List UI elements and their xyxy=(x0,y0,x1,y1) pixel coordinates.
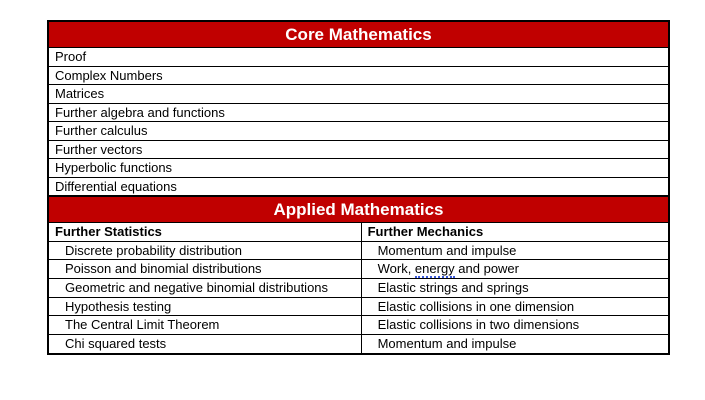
core-topic-row: Proof xyxy=(49,48,668,67)
statistics-cell: Discrete probability distribution xyxy=(49,242,362,260)
applied-topic-row xyxy=(49,279,668,298)
statistics-cell: Chi squared tests xyxy=(49,335,362,353)
applied-topic-row xyxy=(49,298,668,317)
core-topic-row: Further algebra and functions xyxy=(49,104,668,123)
statistics-cell: Geometric and negative binomial distributions xyxy=(49,279,362,297)
core-topic-row: Differential equations xyxy=(49,178,668,197)
applied-mathematics-header: Applied Mathematics xyxy=(49,196,668,223)
mechanics-text: Work, xyxy=(377,261,415,277)
core-mathematics-header: Core Mathematics xyxy=(49,22,668,48)
further-mechanics-header: Further Mechanics xyxy=(367,224,484,239)
curriculum-table xyxy=(47,20,670,355)
mechanics-cell: Elastic strings and springs xyxy=(377,279,529,295)
mechanics-text: and power xyxy=(454,261,519,277)
mechanics-cell: Elastic collisions in two dimensions xyxy=(377,317,580,333)
statistics-cell: Poisson and binomial distributions xyxy=(49,260,362,278)
statistics-cell: Hypothesis testing xyxy=(49,298,362,316)
core-topic-row: Complex Numbers xyxy=(49,67,668,86)
mechanics-cell: Elastic collisions in one dimension xyxy=(377,298,575,314)
core-topic-row: Further vectors xyxy=(49,141,668,160)
further-statistics-header: Further Statistics xyxy=(49,223,362,241)
applied-topic-row xyxy=(49,316,668,335)
mechanics-cell xyxy=(362,260,668,278)
mechanics-cell: Momentum and impulse xyxy=(377,335,517,351)
spellcheck-underline: energy xyxy=(414,261,455,277)
applied-topic-row xyxy=(49,242,668,261)
mechanics-cell: Momentum and impulse xyxy=(377,242,517,258)
applied-topic-row xyxy=(49,335,668,353)
applied-topic-row xyxy=(49,260,668,279)
statistics-cell: The Central Limit Theorem xyxy=(49,316,362,334)
core-topic-row: Matrices xyxy=(49,85,668,104)
applied-column-headers xyxy=(49,223,668,242)
core-topic-row: Hyperbolic functions xyxy=(49,159,668,178)
core-topic-row: Further calculus xyxy=(49,122,668,141)
